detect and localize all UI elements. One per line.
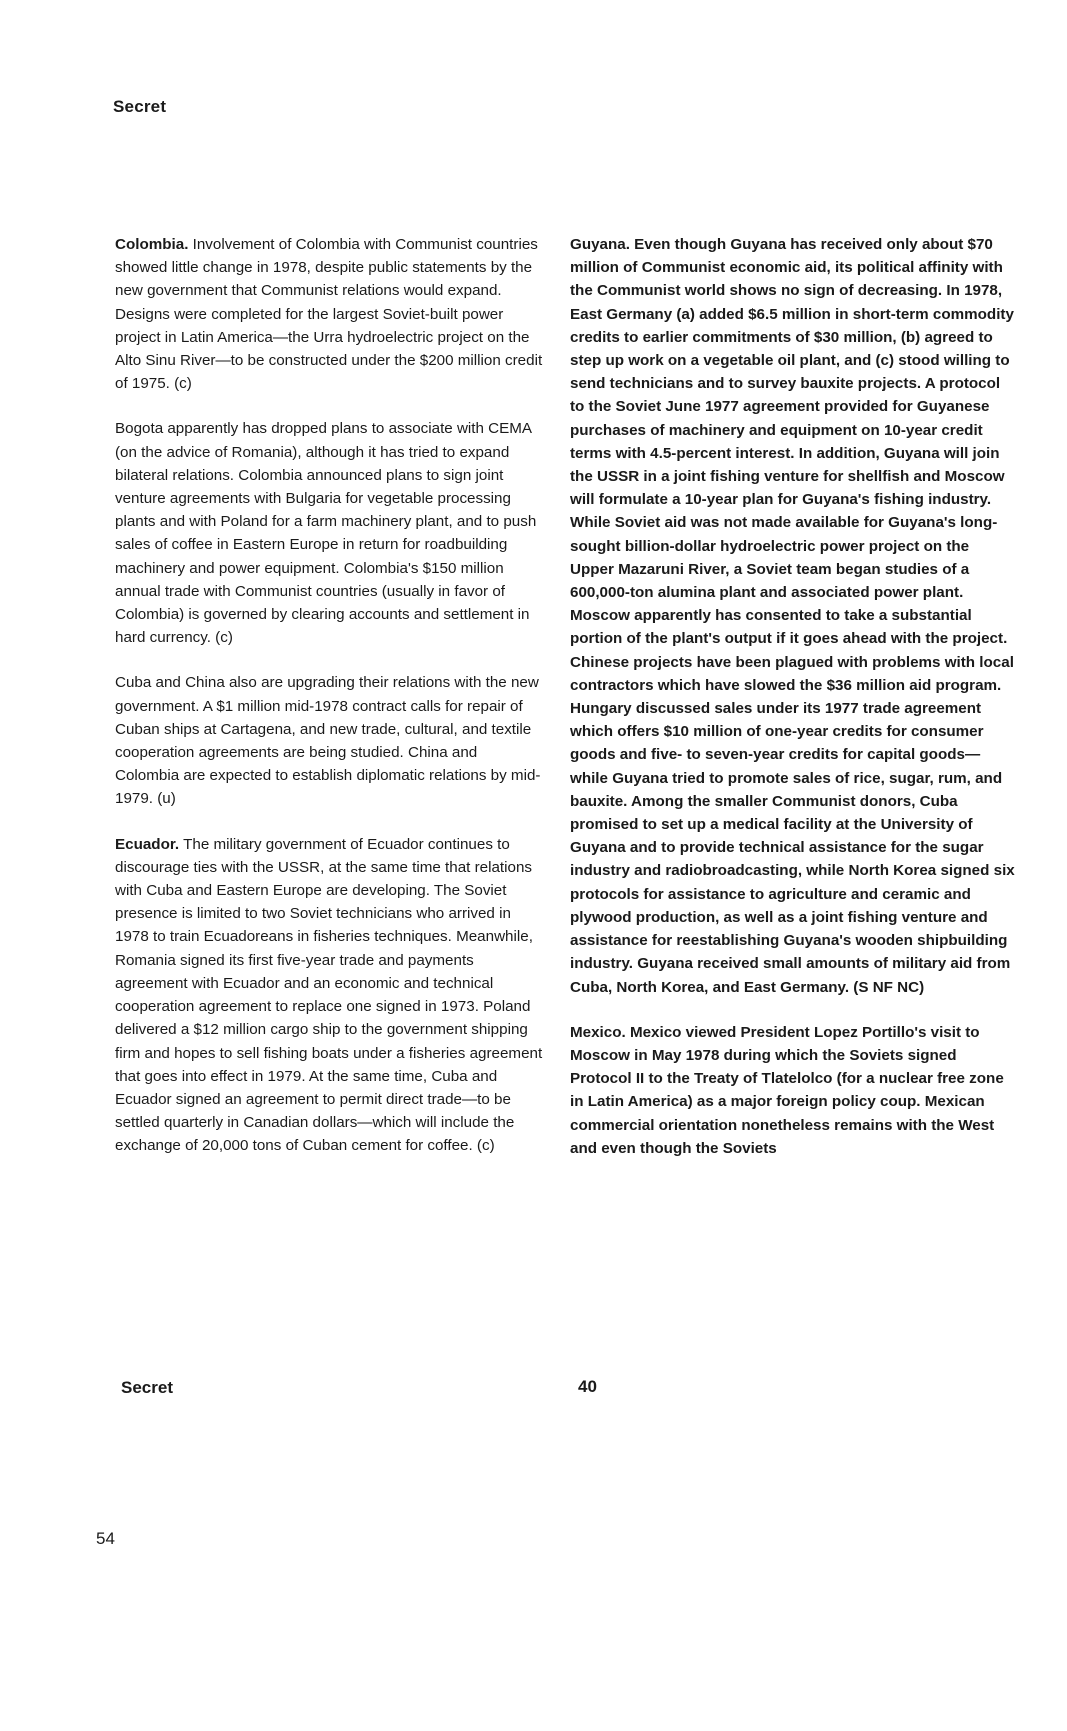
section-lead-ecuador: Ecuador. <box>115 835 180 853</box>
paragraph-text: Even though Guyana has received only about $70 million of Communist economic aid, its political affinity with the Communist world shows no sign of decreasing. In 1978, East Germany (a) added $6.5 million in short-term commodity credits to earlier commitments of $30 million, (b) agreed to step up work on a vegetable oil plant, and (c) stood willing to send technicians and to survey bauxite projects. A protocol to the Soviet June 1977 agreement provided for Guyanese purchases of machinery and equipment on 10-year credit terms with 4.5-percent interest. In addition, Guyana will join the USSR in a joint fishing venture for shellfish and Moscow will formulate a 10-year plan for Guyana's fishing industry. While Soviet aid was not made available for Guyana's long-sought billion-dollar hydroelectric power project on the Upper Mazaruni River, a Soviet team began studies of a 600,000-ton alumina plant and associated power plant. Moscow apparently has consented to take a substantial portion of the plant's output if it goes ahead with the project. Chinese projects have been plagued with problems with local contractors which have slowed the $36 million aid program. Hungary discussed sales under its 1977 trade agreement which offers $10 million of one-year credits for consumer goods and five- to seven-year credits for capital goods—while Guyana tried to promote sales of rice, sugar, rum, and bauxite. Among the smaller Communist donors, Cuba promised to set up a medical facility at the University of Guyana and to provide technical assistance for the sugar industry and radiobroadcasting, while North Korea signed six protocols for assistance to agriculture and ceramic and plywood production, as well as a joint fishing venture and assistance for reestablishing Guyana's wooden shipbuilding industry. Guyana received small amounts of military aid from Cuba, North Korea, and East Germany. (S NF NC) <box>570 236 1015 996</box>
paragraph-guyana <box>570 233 1015 999</box>
paragraph-ecuador <box>115 833 545 1158</box>
section-lead-colombia: Colombia. <box>115 236 189 253</box>
paragraph-mexico <box>570 1021 1015 1160</box>
right-column <box>570 233 1015 1182</box>
header-classification: Secret <box>113 97 167 116</box>
paragraph-text: Involvement of Colombia with Communist countries showed little change in 1978, despite public statements by the new government that Communist relations would expand. Designs were completed for the largest Soviet-built power project in Latin America—the Urra hydroelectric project on the Alto Sinu River—to be constructed under the $200 million credit of 1975. (c) <box>115 236 543 393</box>
section-lead-mexico: Mexico. <box>570 1023 626 1041</box>
left-column <box>115 233 545 1180</box>
footer-classification: Secret <box>121 1378 173 1397</box>
document-page-number: 54 <box>96 1529 115 1548</box>
paragraph-text: Mexico viewed President Lopez Portillo's visit to Moscow in May 1978 during which the Soviets signed Protocol II to the Treaty of Tlatelolco (for a nuclear free zone in Latin America) as a major foreign policy coup. Mexican commercial orientation nonetheless remains with the West and even though the Soviets <box>570 1023 1004 1157</box>
paragraph-cuba-china <box>115 671 545 810</box>
paragraph-colombia <box>115 233 545 395</box>
section-lead-guyana: Guyana. <box>570 236 630 253</box>
paragraph-bogota <box>115 417 545 649</box>
paragraph-text: Bogota apparently has dropped plans to associate with CEMA (on the advice of Romania), although it has tried to expand bilateral relations. Colombia announced plans to sign joint venture agreements with Bulgaria for vegetable processing plants and with Poland for a farm machinery plant, and to push sales of coffee in Eastern Europe in return for roadbuilding machinery and power equipment. Colombia's $150 million annual trade with Communist countries (usually in favor of Colombia) is governed by clearing accounts and settlement in hard currency. (c) <box>115 420 537 647</box>
paragraph-text: The military government of Ecuador continues to discourage ties with the USSR, at the same time that relations with Cuba and Eastern Europe are developing. The Soviet presence is limited to two Soviet technicians who arrived in 1978 to train Ecuadoreans in fisheries techniques. Meanwhile, Romania signed its first five-year trade and payments agreement with Ecuador and an economic and technical cooperation agreement to replace one signed in 1973. Poland delivered a $12 million cargo ship to the government shipping firm and hopes to sell fishing boats under a fisheries agreement that goes into effect in 1979. At the same time, Cuba and Ecuador signed an agreement to permit direct trade—to be settled quarterly in Canadian dollars—which will include the exchange of 20,000 tons of Cuban cement for coffee. (c) <box>115 835 543 1155</box>
page-number: 40 <box>578 1377 597 1396</box>
paragraph-text: Cuba and China also are upgrading their relations with the new government. A $1 million mid-1978 contract calls for repair of Cuban ships at Cartagena, and new trade, cultural, and textile cooperation agreements are being studied. China and Colombia are expected to establish diplomatic relations by mid-1979. (u) <box>115 674 541 808</box>
